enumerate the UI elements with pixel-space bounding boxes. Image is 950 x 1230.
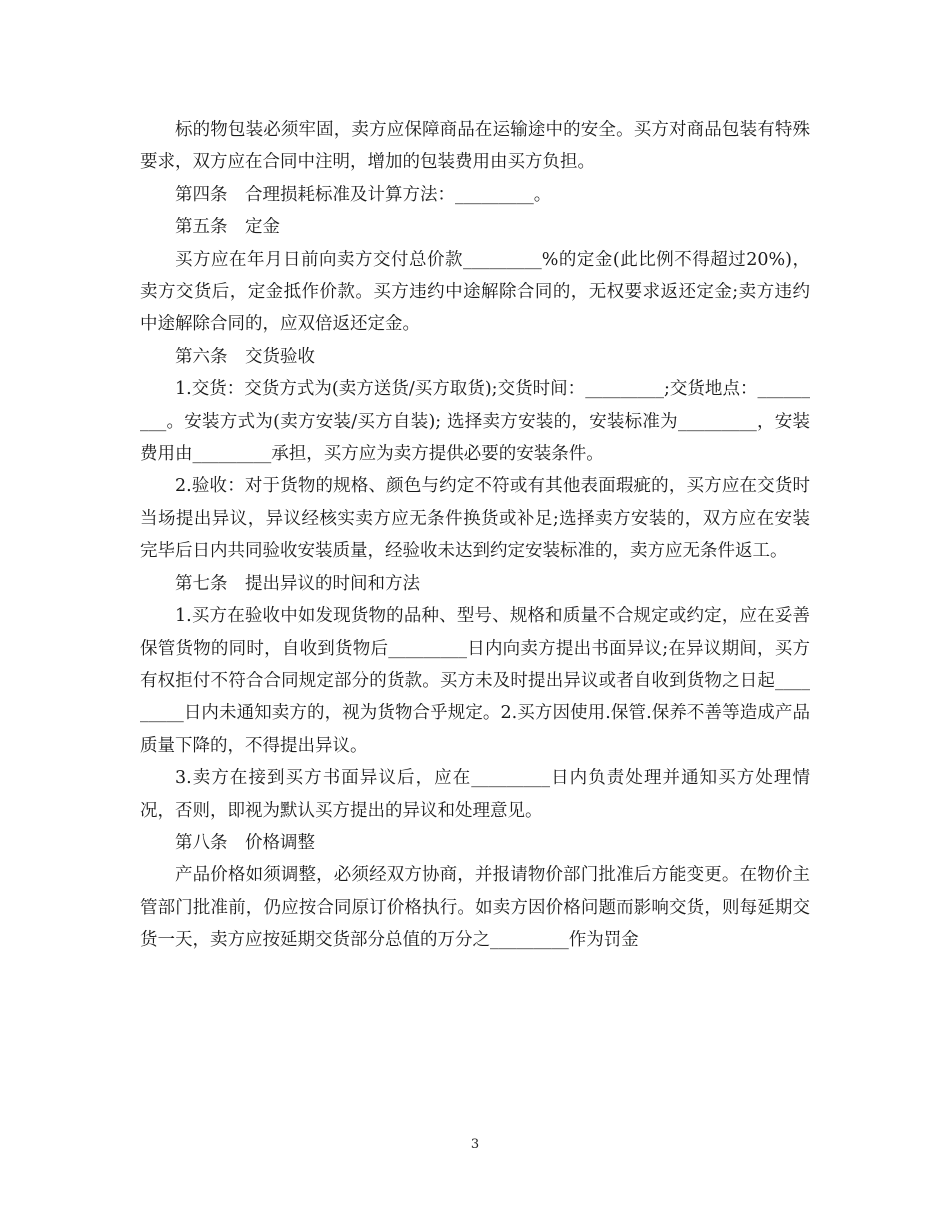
document-body: [140, 114, 810, 957]
heading-article-4: 第四条 合理损耗标准及计算方法：_________。: [175, 184, 552, 205]
heading-article-5: 第五条 定金: [175, 217, 280, 238]
heading-article-8: 第八条 价格调整: [175, 832, 315, 853]
paragraph-objection-3: 3.卖方在接到买方书面异议后，应在_________日内负责处理并通知买方处理情况，否则，即视为默认买方提出的异议和处理意见。: [140, 768, 810, 821]
paragraph-objection-1: 1.买方在验收中如发现货物的品种、型号、规格和质量不合规定或约定，应在妥善保管货物的同时，自收到货物后_________日内向卖方提出书面异议;在异议期间，买方有权拒付不符合合同规定部分的货款。买方未及时提出异议或者自收到货物之日起_________日内未通知卖方的，视为货物合乎规定。2.买方因使用.保管.保养不善等造成产品质量下降的，不得提出异议。: [140, 606, 810, 756]
paragraph-packaging: 标的物包装必须牢固，卖方应保障商品在运输途中的安全。买方对商品包装有特殊要求，双方应在合同中注明，增加的包装费用由买方负担。: [140, 120, 810, 173]
page-number: 3: [470, 1137, 480, 1152]
paragraph-delivery: 1.交货：交货方式为(卖方送货/买方取货);交货时间：_________;交货地点：_________。安装方式为(卖方安装/买方自装); 选择卖方安装的，安装标准为_________，安装费用由_________承担，买方应为卖方提供必要的安装条件。: [140, 379, 810, 465]
heading-article-7: 第七条 提出异议的时间和方法: [175, 573, 420, 594]
paragraph-deposit: 买方应在年月日前向卖方交付总价款_________%的定金(此比例不得超过20%)，卖方交货后，定金抵作价款。买方违约中途解除合同的，无权要求返还定金;卖方违约中途解除合同的，应双倍返还定金。: [140, 249, 810, 335]
heading-article-6: 第六条 交货验收: [175, 346, 315, 367]
paragraph-inspection: 2.验收：对于货物的规格、颜色与约定不符或有其他表面瑕疵的，买方应在交货时当场提出异议，异议经核实卖方应无条件换货或补足;选择卖方安装的，双方应在安装完毕后日内共同验收安装质量，经验收未达到约定安装标准的，卖方应无条件返工。: [140, 476, 810, 562]
paragraph-price-adjustment: 产品价格如须调整，必须经双方协商，并报请物价部门批准后方能变更。在物价主管部门批准前，仍应按合同原订价格执行。如卖方因价格问题而影响交货，则每延期交货一天，卖方应按延期交货部分总值的万分之_________作为罚金: [140, 865, 810, 951]
